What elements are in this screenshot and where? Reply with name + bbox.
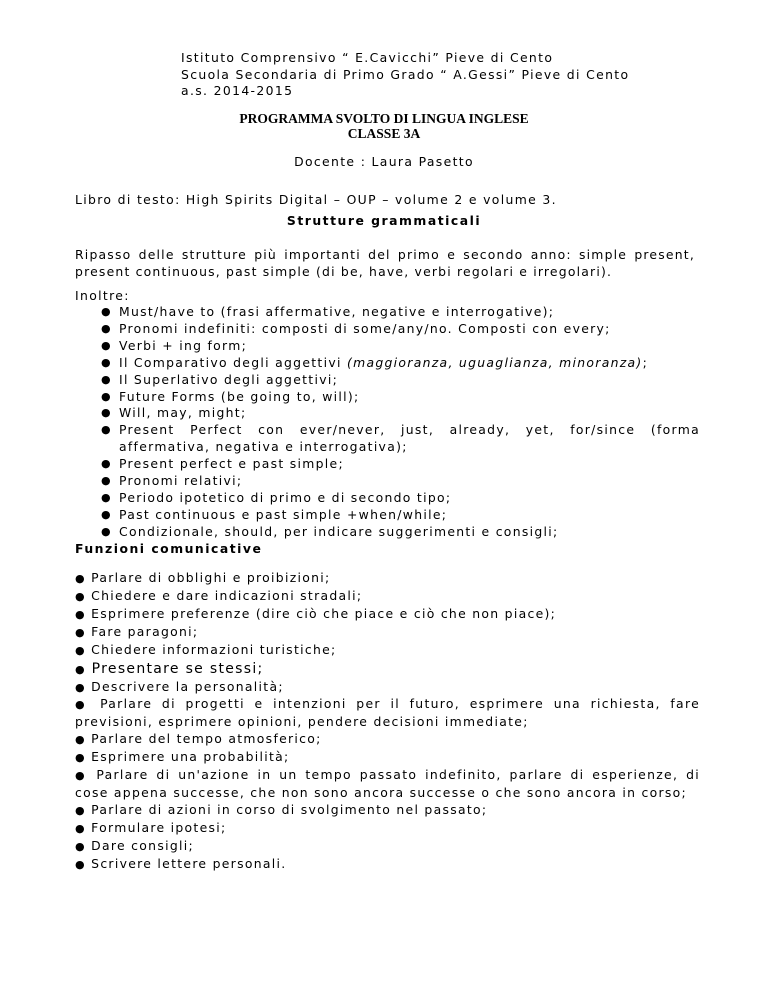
- list-item: ● Periodo ipotetico di primo e di secondo tipo;: [101, 489, 452, 505]
- list-item: ● Esprimere una probabilità;: [75, 749, 290, 765]
- list-item: ● Esprimere preferenze (dire ciò che piace e ciò che non piace);: [75, 605, 557, 621]
- bullet-icon: ●: [101, 321, 112, 335]
- bullet-icon: ●: [101, 338, 112, 352]
- bullet-icon: ●: [101, 355, 112, 369]
- bullet-icon: ●: [101, 507, 112, 521]
- list-item: ● Future Forms (be going to, will);: [101, 388, 360, 404]
- bullet-icon: ●: [101, 423, 112, 437]
- bullet-icon: ●: [101, 372, 112, 386]
- bullet-icon: ●: [75, 769, 89, 783]
- bullet-icon: ●: [75, 803, 86, 817]
- textbook-line: Libro di testo: High Spirits Digital – OUP – volume 2 e volume 3.: [75, 192, 557, 207]
- bullet-icon: ●: [101, 305, 112, 318]
- school-year: a.s. 2014-2015: [181, 83, 294, 98]
- bullet-icon: ●: [75, 733, 86, 747]
- bullet-icon: ●: [101, 524, 112, 538]
- bullet-icon: ●: [75, 821, 86, 835]
- list-item: ● Pronomi relativi;: [101, 473, 243, 489]
- list-item: ● Presentare se stessi;: [75, 660, 264, 677]
- school-section: Scuola Secondaria di Primo Grado “ A.Gessi” Pieve di Cento: [181, 66, 630, 82]
- list-item: ● Past continuous e past simple +when/while;: [101, 506, 448, 522]
- list-item: ● Present perfect e past simple;: [101, 456, 344, 472]
- also-label: Inoltre:: [75, 288, 130, 303]
- bullet-icon: ●: [101, 406, 112, 420]
- bullet-icon: ●: [101, 389, 112, 403]
- list-item: ● Il Comparativo degli aggettivi (maggioranza, uguaglianza, minoranza);: [101, 354, 649, 370]
- list-item: ● Chiedere informazioni turistiche;: [75, 641, 337, 657]
- bullet-icon: ●: [75, 857, 86, 871]
- class-label: CLASSE 3A: [347, 126, 421, 141]
- list-item: ● Formulare ipotesi;: [75, 819, 227, 835]
- functions-heading: Funzioni comunicative: [75, 541, 263, 556]
- list-item: ● Fare paragoni;: [75, 623, 199, 639]
- bullet-icon: ●: [75, 643, 86, 657]
- list-item: ● Will, may, might;: [101, 405, 247, 421]
- bullet-icon: ●: [101, 457, 112, 471]
- school-header: [181, 49, 629, 99]
- bullet-icon: ●: [75, 589, 86, 603]
- bullet-icon: ●: [75, 698, 91, 712]
- list-item: ● Verbi + ing form;: [101, 337, 248, 353]
- bullet-icon: ●: [75, 751, 86, 765]
- list-item: ● Pronomi indefiniti: composti di some/any/no. Composti con every;: [101, 320, 611, 336]
- list-item: ● Chiedere e dare indicazioni stradali;: [75, 587, 363, 603]
- bullet-icon: ●: [75, 572, 86, 585]
- list-item: ● Descrivere la personalità;: [75, 678, 284, 694]
- list-item: ● Parlare di un'azione in un tempo passato indefinito, parlare di esperienze, di cose appena successe, che non sono ancora successe o che sono ancora in corso;: [75, 767, 700, 800]
- teacher-line: Docente : Laura Pasetto: [294, 154, 474, 169]
- list-item: ● Parlare di progetti e intenzioni per il futuro, esprimere una richiesta, fare previsioni, esprimere opinioni, pendere decisioni immediate;: [75, 696, 700, 730]
- bullet-icon: ●: [75, 607, 86, 621]
- grammar-heading: Strutture grammaticali: [286, 213, 482, 228]
- bullet-icon: ●: [101, 490, 112, 504]
- comparative-types: (maggioranza, uguaglianza, minoranza): [346, 354, 643, 370]
- bullet-icon: ●: [75, 662, 86, 676]
- school-name: Istituto Comprensivo “ E.Cavicchi” Pieve di Cento: [181, 50, 554, 65]
- list-item: ● Parlare di azioni in corso di svolgimento nel passato;: [75, 801, 488, 817]
- functions-list: [75, 570, 700, 874]
- bullet-icon: ●: [75, 625, 86, 639]
- document-title: PROGRAMMA SVOLTO DI LINGUA INGLESE: [239, 111, 529, 126]
- list-item: ● Parlare del tempo atmosferico;: [75, 731, 322, 747]
- bullet-icon: ●: [75, 680, 86, 694]
- list-item: ● Present Perfect con ever/never, just, already, yet, for/since (forma affermativa, negativa e interrogativa);: [101, 422, 700, 455]
- list-item: ● Il Superlativo degli aggettivi;: [101, 371, 339, 387]
- list-item: ● Scrivere lettere personali.: [75, 855, 287, 871]
- list-item: ● Must/have to (frasi affermative, negative e interrogative);: [101, 304, 555, 319]
- bullet-icon: ●: [75, 839, 86, 853]
- bullet-icon: ●: [101, 474, 112, 488]
- grammar-intro: Ripasso delle strutture più importanti del primo e secondo anno: simple present, present continuous, past simple (di be, have, verbi regolari e irregolari).: [75, 247, 695, 279]
- list-item: ● Parlare di obblighi e proibizioni;: [75, 570, 331, 585]
- list-item: ● Dare consigli;: [75, 837, 194, 853]
- grammar-list: [75, 304, 700, 541]
- list-item: ● Condizionale, should, per indicare suggerimenti e consigli;: [101, 523, 559, 539]
